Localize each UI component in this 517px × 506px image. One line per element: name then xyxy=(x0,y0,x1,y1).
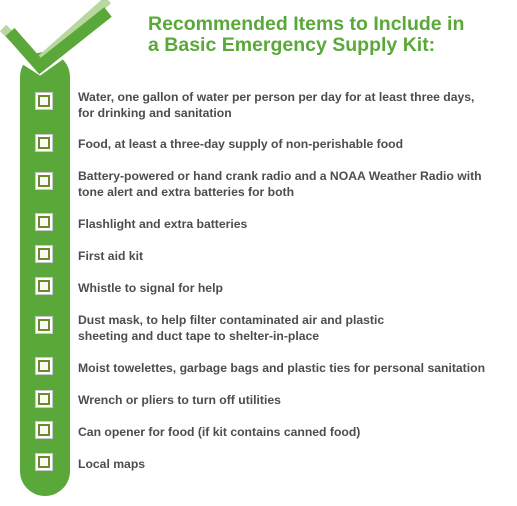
checkbox-local-maps[interactable] xyxy=(35,453,53,471)
item-text-line-2: tone alert and extra batteries for both xyxy=(78,185,295,199)
checkbox-dust-mask[interactable] xyxy=(35,316,53,334)
title-line-1: Recommended Items to Include in xyxy=(148,13,465,35)
item-text-line-1: Flashlight and extra batteries xyxy=(78,217,248,231)
checkbox-flashlight[interactable] xyxy=(35,213,53,231)
item-text-line-1: Dust mask, to help filter contaminated air and plastic xyxy=(78,313,385,327)
list-item xyxy=(78,424,510,440)
item-text-line-2: sheeting and duct tape to shelter-in-place xyxy=(78,329,320,343)
item-text-line-1: Battery-powered or hand crank radio and a NOAA Weather Radio with xyxy=(78,169,482,183)
list-item xyxy=(78,168,510,200)
checkbox-whistle[interactable] xyxy=(35,277,53,295)
list-item xyxy=(78,456,510,472)
item-text-line-1: First aid kit xyxy=(78,249,144,263)
list-item xyxy=(78,216,510,232)
checkbox-can-opener[interactable] xyxy=(35,421,53,439)
checkbox-radio[interactable] xyxy=(35,172,53,190)
item-text-line-1: Wrench or pliers to turn off utilities xyxy=(78,393,281,407)
item-text-line-1: Can opener for food (if kit contains canned food) xyxy=(78,425,361,439)
item-text-line-1: Water, one gallon of water per person per day for at least three days, xyxy=(78,90,475,104)
item-text-line-1: Whistle to signal for help xyxy=(78,281,223,295)
item-text-line-2: for drinking and sanitation xyxy=(78,106,232,120)
title-line-2: a Basic Emergency Supply Kit: xyxy=(148,34,436,56)
list-item xyxy=(78,136,510,152)
checkbox-water[interactable] xyxy=(35,92,53,110)
item-text-line-1: Moist towelettes, garbage bags and plastic ties for personal sanitation xyxy=(78,361,486,375)
item-text-line-1: Local maps xyxy=(78,457,146,471)
checkbox-first-aid[interactable] xyxy=(35,245,53,263)
list-item xyxy=(78,392,510,408)
checkbox-food[interactable] xyxy=(35,134,53,152)
page-title xyxy=(148,14,464,56)
list-item xyxy=(78,89,510,121)
item-text-line-1: Food, at least a three-day supply of non-perishable food xyxy=(78,137,404,151)
list-item xyxy=(78,312,510,344)
checkbox-towelettes[interactable] xyxy=(35,357,53,375)
list-item xyxy=(78,280,510,296)
list-item xyxy=(78,248,510,264)
checkbox-wrench[interactable] xyxy=(35,390,53,408)
list-item xyxy=(78,360,510,376)
